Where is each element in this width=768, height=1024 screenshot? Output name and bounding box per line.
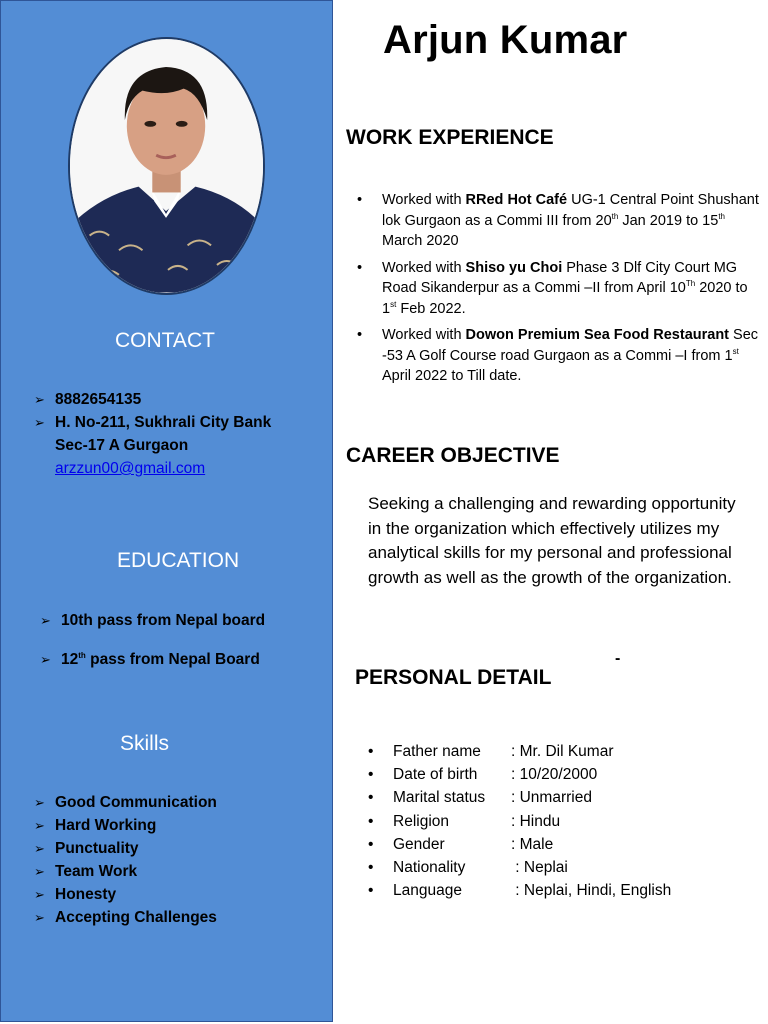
arrow-bullet-icon: ➢ <box>40 613 51 628</box>
education-heading: EDUCATION <box>117 549 240 572</box>
contact-heading: CONTACT <box>115 329 215 352</box>
detail-item: • Language : Neplai, Hindi, English <box>368 879 671 902</box>
skill-item: ➢ Hard Working <box>34 814 217 837</box>
experience-item: • Worked with Dowon Premium Sea Food Restaurant Sec -53 A Golf Course road Gurgaon as a Commi –I from 1st April 2022 to Till date. <box>357 327 759 384</box>
dot-bullet-icon: • <box>357 259 363 276</box>
sidebar <box>0 0 333 1022</box>
personal-detail-heading: PERSONAL DETAIL <box>355 666 552 689</box>
career-objective-heading: CAREER OBJECTIVE <box>346 444 560 467</box>
detail-item: • Gender : Male <box>368 833 671 856</box>
email-link[interactable]: arzzun00@gmail.com <box>55 460 206 477</box>
education-list <box>40 609 265 671</box>
dot-bullet-icon: • <box>368 789 374 807</box>
contact-address <box>34 411 271 480</box>
dot-bullet-icon: • <box>368 882 374 900</box>
contact-list <box>34 388 271 480</box>
skills-list <box>34 791 217 929</box>
arrow-bullet-icon: ➢ <box>34 415 45 430</box>
skill-item: ➢ Honesty <box>34 883 217 906</box>
experience-item: • Worked with Shiso yu Choi Phase 3 Dlf City Court MG Road Sikanderpur as a Commi –II from April 10Th 2020 to 1st Feb 2022. <box>357 259 748 317</box>
arrow-bullet-icon: ➢ <box>34 887 45 902</box>
dot-bullet-icon: • <box>357 327 363 343</box>
profile-photo-image <box>70 39 263 293</box>
arrow-bullet-icon: ➢ <box>34 841 45 856</box>
phone-text: 8882654135 <box>55 391 142 408</box>
personal-detail-list <box>368 740 671 902</box>
arrow-bullet-icon: ➢ <box>34 795 45 810</box>
detail-item: • Date of birth : 10/20/2000 <box>368 763 671 786</box>
arrow-bullet-icon: ➢ <box>34 392 45 407</box>
address-line1: H. No-211, Sukhrali City Bank <box>55 414 272 431</box>
applicant-name: Arjun Kumar <box>383 18 628 62</box>
dot-bullet-icon: • <box>368 835 374 853</box>
stray-dash: - <box>615 650 621 667</box>
dot-bullet-icon: • <box>368 743 374 760</box>
skill-item: ➢ Good Communication <box>34 791 217 814</box>
detail-item: • Father name : Mr. Dil Kumar <box>368 740 671 763</box>
detail-item: • Nationality : Neplai <box>368 856 671 879</box>
dot-bullet-icon: • <box>368 859 374 877</box>
dot-bullet-icon: • <box>368 766 374 784</box>
arrow-bullet-icon: ➢ <box>34 910 45 925</box>
arrow-bullet-icon: ➢ <box>34 818 45 833</box>
work-experience-heading: WORK EXPERIENCE <box>346 126 554 149</box>
skill-item: ➢ Accepting Challenges <box>34 906 217 929</box>
dot-bullet-icon: • <box>368 812 374 830</box>
detail-item: • Marital status : Unmarried <box>368 786 671 809</box>
contact-phone <box>34 388 271 411</box>
skills-heading: Skills <box>120 732 170 755</box>
career-objective-text: Seeking a challenging and rewarding opportunity in the organization which effectively utilizes my analytical skills for my personal and professional growth as well as the growth of the organization. <box>368 494 736 587</box>
arrow-bullet-icon: ➢ <box>40 652 51 667</box>
detail-item: • Religion : Hindu <box>368 810 671 833</box>
address-line2: Sec-17 A Gurgaon <box>55 437 189 454</box>
work-experience-list <box>357 190 763 393</box>
dot-bullet-icon: • <box>357 192 363 208</box>
education-item: ➢ 12th pass from Nepal Board <box>40 648 265 671</box>
experience-item: • Worked with RRed Hot Café UG-1 Central Point Shushant lok Gurgaon as a Commi III from 20th Jan 2019 to 15th March 2020 <box>357 192 759 249</box>
skill-item: ➢ Punctuality <box>34 837 217 860</box>
skill-item: ➢ Team Work <box>34 860 217 883</box>
arrow-bullet-icon: ➢ <box>34 864 45 879</box>
education-item: ➢ 10th pass from Nepal board <box>40 609 265 632</box>
profile-photo <box>68 37 265 295</box>
